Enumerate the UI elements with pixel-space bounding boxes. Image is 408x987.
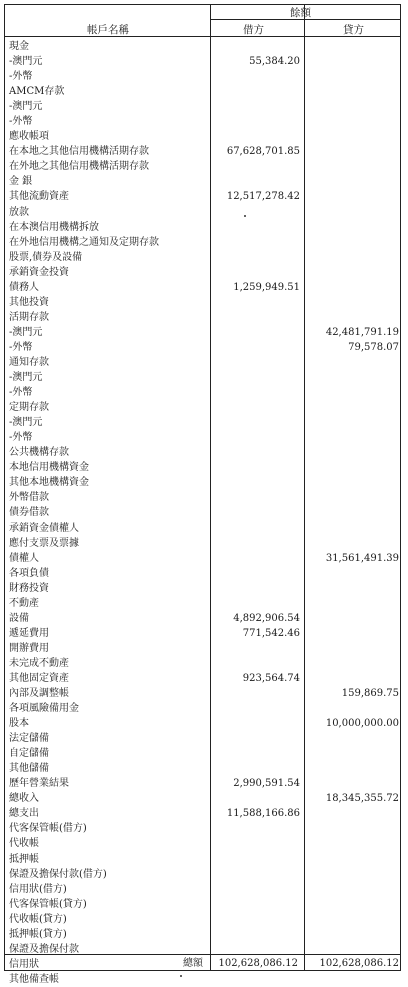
table-row xyxy=(5,686,402,701)
total-label: 總額 xyxy=(183,958,203,969)
account-name: 在外地之其他信用機構活期存款 xyxy=(9,161,149,173)
account-name: 其他固定資產 xyxy=(9,672,69,684)
account-name: 債務人 xyxy=(9,281,39,293)
account-name: 代客保管帳(借方) xyxy=(9,823,87,835)
account-name: 其他儲備 xyxy=(9,763,49,775)
table-row xyxy=(5,490,402,505)
table-row xyxy=(5,144,402,159)
account-name: -澳門元 xyxy=(9,101,43,113)
table-row xyxy=(5,385,402,400)
debit-amount: 11,588,166.86 xyxy=(226,808,300,820)
debit-amount: 923,564.74 xyxy=(242,672,300,684)
debit-header: 借方 xyxy=(243,24,264,36)
table-row xyxy=(5,836,402,851)
table-row xyxy=(5,671,402,686)
account-name: 在本地之其他信用機構活期存款 xyxy=(9,146,149,158)
account-name: -外幣 xyxy=(9,432,33,444)
account-name: 股票,債券及設備 xyxy=(9,251,83,263)
table-row xyxy=(5,280,402,295)
table-row xyxy=(5,821,402,836)
debit-amount: 4,892,906.54 xyxy=(233,612,300,624)
table-row xyxy=(5,265,402,280)
account-name: 財務投資 xyxy=(9,582,49,594)
table-row xyxy=(5,536,402,551)
account-name-header: 帳戶名稱 xyxy=(87,24,129,36)
account-name: 總支出 xyxy=(9,808,39,820)
account-name: 代客保管帳(貸方) xyxy=(9,898,87,910)
account-name: 信用狀(借方) xyxy=(9,883,67,895)
table-row xyxy=(5,99,402,114)
account-name: 金 銀 xyxy=(9,176,33,188)
account-name: 設備 xyxy=(9,612,29,624)
table-row xyxy=(5,295,402,310)
total-row xyxy=(5,955,402,972)
account-name: 開辦費用 xyxy=(9,642,49,654)
account-name: 外幣借款 xyxy=(9,492,49,504)
account-name: 在外地信用機構之通知及定期存款 xyxy=(9,236,159,248)
table-row xyxy=(5,806,402,821)
table-row xyxy=(5,84,402,99)
table-row xyxy=(5,656,402,671)
table-row xyxy=(5,355,402,370)
table-row xyxy=(5,746,402,761)
account-name: 其他流動資產 xyxy=(9,191,69,203)
account-name: 債券借款 xyxy=(9,507,49,519)
account-name: -澳門元 xyxy=(9,372,43,384)
account-name: 放款 xyxy=(9,206,29,218)
debit-amount: 771,542.46 xyxy=(242,627,300,639)
table-row xyxy=(5,972,402,987)
table-row xyxy=(5,716,402,731)
account-name: 代收帳 xyxy=(9,838,39,850)
header-divider xyxy=(5,36,400,37)
table-row xyxy=(5,791,402,806)
debit-amount: 12,517,278.42 xyxy=(226,191,300,203)
table-row xyxy=(5,701,402,716)
table-row xyxy=(5,566,402,581)
table-row xyxy=(5,69,402,84)
table-row xyxy=(5,505,402,520)
account-name: 公共機構存款 xyxy=(9,447,69,459)
account-name: 內部及調整帳 xyxy=(9,688,69,700)
credit-amount: 79,578.07 xyxy=(348,341,399,353)
table-row xyxy=(5,551,402,566)
table-row xyxy=(5,460,402,475)
account-name: 保證及擔保付款(借方) xyxy=(9,868,107,880)
account-name: 應收帳項 xyxy=(9,131,49,143)
account-name: -外幣 xyxy=(9,116,33,128)
table-row xyxy=(5,912,402,927)
table-row xyxy=(5,370,402,385)
table-row xyxy=(5,897,402,912)
table-row xyxy=(5,581,402,596)
account-name: 債權人 xyxy=(9,552,39,564)
account-name: 活期存款 xyxy=(9,311,49,323)
table-row xyxy=(5,159,402,174)
debit-amount: 1,259,949.51 xyxy=(233,281,300,293)
table-row xyxy=(5,340,402,355)
table-row xyxy=(5,220,402,235)
account-name: 抵押帳(貸方) xyxy=(9,928,67,940)
table-row xyxy=(5,882,402,897)
table-row xyxy=(5,415,402,430)
table-row xyxy=(5,596,402,611)
balance-header: 餘額 xyxy=(290,7,311,19)
account-name: 未完成不動產 xyxy=(9,657,69,669)
credit-amount: 18,345,355.72 xyxy=(325,793,399,805)
table-row xyxy=(5,400,402,415)
total-credit: 102,628,086.12 xyxy=(319,958,399,969)
account-name: 各項負債 xyxy=(9,567,49,579)
table-row xyxy=(5,761,402,776)
account-name: -澳門元 xyxy=(9,326,43,338)
table-row xyxy=(5,129,402,144)
table-row xyxy=(5,325,402,340)
table-row xyxy=(5,731,402,746)
account-name: 股本 xyxy=(9,718,29,730)
table-row xyxy=(5,174,402,189)
account-name: 應付支票及票據 xyxy=(9,537,79,549)
account-name: 在本澳信用機構拆放 xyxy=(9,221,99,233)
debit-amount: 67,628,701.85 xyxy=(226,146,300,158)
account-name: -澳門元 xyxy=(9,417,43,429)
table-row xyxy=(5,611,402,626)
debit-amount: 2,990,591.54 xyxy=(233,778,300,790)
scan-speck xyxy=(180,975,182,977)
account-name: 其他備查帳 xyxy=(9,973,59,985)
table-row xyxy=(5,114,402,129)
scan-speck xyxy=(244,215,246,217)
account-name: -外幣 xyxy=(9,341,33,353)
credit-header: 貸方 xyxy=(343,24,364,36)
account-name: 遞延費用 xyxy=(9,627,49,639)
table-row xyxy=(5,445,402,460)
account-name: 通知存款 xyxy=(9,356,49,368)
table-row xyxy=(5,39,402,54)
table-row xyxy=(5,867,402,882)
table-row xyxy=(5,250,402,265)
table-row xyxy=(5,641,402,656)
account-name: 現金 xyxy=(9,41,29,52)
ledger-rows xyxy=(5,39,402,987)
table-row xyxy=(5,189,402,204)
account-name: 不動產 xyxy=(9,597,39,609)
table-row xyxy=(5,310,402,325)
table-row xyxy=(5,852,402,867)
table-row xyxy=(5,430,402,445)
table-row xyxy=(5,475,402,490)
balance-sheet xyxy=(2,2,406,985)
account-name: 總收入 xyxy=(9,793,39,805)
account-name: 代收帳(貸方) xyxy=(9,913,67,925)
account-name: 承銷資金債權人 xyxy=(9,522,79,534)
account-name: 法定儲備 xyxy=(9,733,49,745)
account-name: 保證及擔保付款 xyxy=(9,943,79,955)
table-row xyxy=(5,927,402,942)
credit-amount: 31,561,491.39 xyxy=(325,552,399,564)
table-row xyxy=(5,776,402,791)
account-name: 本地信用機構資金 xyxy=(9,462,89,474)
account-name: 定期存款 xyxy=(9,402,49,414)
account-name: 各項風險備用金 xyxy=(9,703,79,715)
table-row xyxy=(5,205,402,220)
account-name: 信用狀 xyxy=(9,958,39,970)
table-row xyxy=(5,235,402,250)
table-row xyxy=(5,521,402,536)
account-name: -外幣 xyxy=(9,71,33,83)
account-name: 歷年營業結果 xyxy=(9,778,69,790)
credit-amount: 42,481,791.19 xyxy=(325,326,399,338)
table-row xyxy=(5,54,402,69)
table-row xyxy=(5,626,402,641)
account-name: -外幣 xyxy=(9,387,33,399)
account-name: AMCM存款 xyxy=(9,86,65,98)
total-debit: 102,628,086.12 xyxy=(218,958,298,969)
account-name: 抵押帳 xyxy=(9,853,39,865)
account-name: -澳門元 xyxy=(9,56,43,68)
ledger-table xyxy=(4,4,401,985)
credit-amount: 10,000,000.00 xyxy=(325,718,399,730)
account-name: 其他本地機構資金 xyxy=(9,477,89,489)
debit-amount: 55,384.20 xyxy=(249,56,300,68)
account-name: 其他投資 xyxy=(9,296,49,308)
account-name: 自定儲備 xyxy=(9,748,49,760)
account-name: 承銷資金投資 xyxy=(9,266,69,278)
credit-amount: 159,869.75 xyxy=(341,688,399,700)
